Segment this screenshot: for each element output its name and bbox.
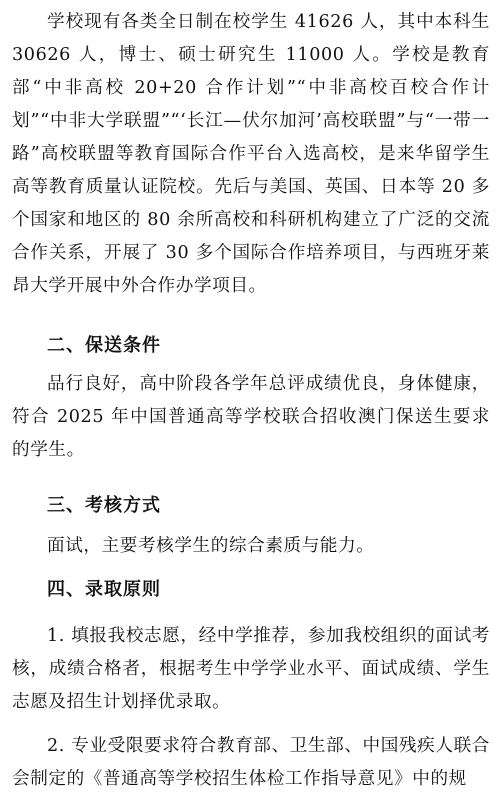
section-heading-admission-principles: 四、录取原则	[47, 579, 161, 600]
admission-conditions-paragraph: 品行良好，高中阶段各学年总评成绩优良，身体健康，符合 2025 年中国普通高等学校联合招收澳门保送生要求的学生。	[12, 374, 490, 460]
section-heading-assessment-method: 三、考核方式	[47, 495, 161, 516]
assessment-method-paragraph: 面试，主要考核学生的综合素质与能力。	[47, 536, 375, 556]
intro-paragraph: 学校现有各类全日制在校学生 41626 人，其中本科生 30626 人，博士、硕士研究生 11000 人。学校是教育部“中非高校 20+20 合作计划”“中非高校百校合作计划”“中非大学联盟”“‘长江—伏尔加河’高校联盟”与“一带一路”高校联盟等教育国际合作平台入选高校，是来华留学生高等教育质量认证院校。先后与美国、英国、日本等 20 多个国家和地区的 80 余所高校和科研机构建立了广泛的交流合作关系，开展了 30 多个国际合作培养项目，与西班牙莱昂大学开展中外合作办学项目。	[12, 12, 490, 296]
admission-principle-item-1: 1. 填报我校志愿，经中学推荐，参加我校组织的面试考核，成绩合格者，根据考生中学学业水平、面试成绩、学生志愿及招生计划择优录取。	[12, 626, 490, 712]
section-heading-admission-conditions: 二、保送条件	[47, 335, 161, 356]
admission-principle-item-2: 2. 专业受限要求符合教育部、卫生部、中国残疾人联合会制定的《普通高等学校招生体检工作指导意见》中的规	[12, 736, 490, 789]
